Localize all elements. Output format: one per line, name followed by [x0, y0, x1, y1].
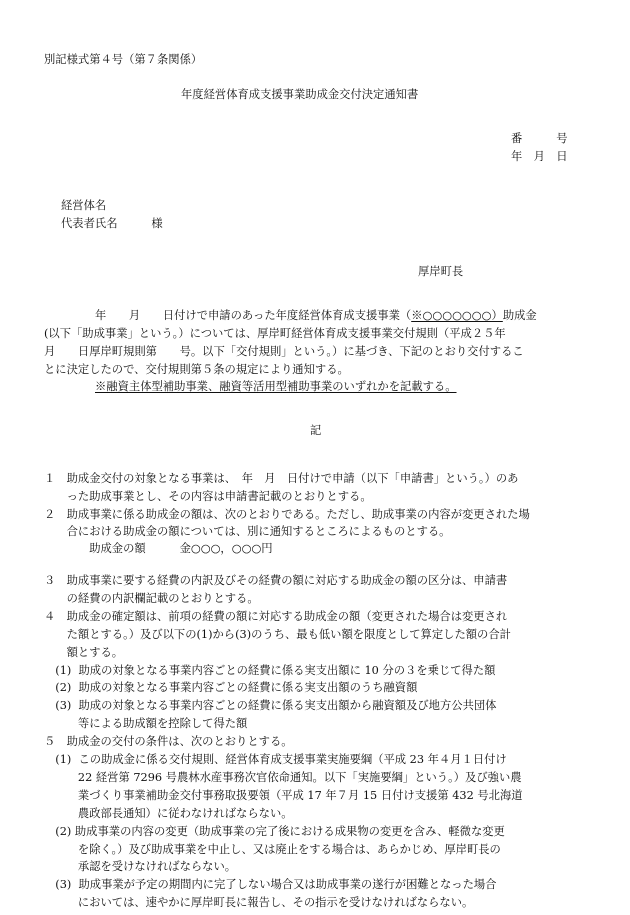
list-item: った助成事業とし、その内容は申請書記載のとおりとする。 [44, 490, 372, 503]
intro-line-3: 月 日厚岸町規則第 号。以下「交付規則」という。）に基づき、下記のとおり交付するこ [44, 345, 524, 358]
number-label: 番 号 [511, 132, 568, 145]
list-item: ２ 助成事業に係る助成金の額は、次のとおりである。ただし、助成事業の内容が変更された場 [44, 508, 530, 521]
intro-line-4: とに決定したので、交付規則第５条の規定により通知する。 [44, 363, 349, 376]
intro-line-2: (以下「助成事業」という。）については、厚岸町経営体育成支援事業交付規則（平成２５年 [44, 327, 506, 340]
ki-heading: 記 [310, 424, 322, 437]
entity-name-label: 経営体名 [61, 199, 107, 212]
list-item: (1) この助成金に係る交付規則、経営体育成支援事業実施要綱（平成 23 年４月１日付け [44, 753, 507, 766]
list-item: た額とする。）及び以下の(1)から(3)のうち、最も低い額を限度として算定した額の合計 [44, 628, 511, 641]
business-type-placeholder: ※○○○○○○○） [411, 309, 503, 322]
list-item: 承認を受けなければならない。 [44, 860, 237, 873]
list-item: ５ 助成金の交付の条件は、次のとおりとする。 [44, 735, 293, 748]
list-item: 業づくり事業補助金交付事務取扱要領（平成 17 年７月 15 日付け支援第 432 号北海道 [44, 789, 523, 802]
representative-label: 代表者氏名 様 [61, 217, 163, 230]
list-item: 22 経営第 7296 号農林水産事務次官依命通知。以下「実施要綱」という。）及び強い農 [44, 771, 522, 784]
list-item: (3) 助成の対象となる事業内容ごとの経費に係る実支出額から融資額及び地方公共団体 [44, 699, 497, 712]
list-item: 等による助成額を控除して得た額 [44, 717, 248, 730]
list-item: 額とする。 [44, 646, 124, 659]
document-title: 年度経営体育成支援事業助成金交付決定通知書 [181, 88, 419, 101]
intro-text: 助成金 [502, 309, 537, 322]
list-item: の経費の内訳欄記載のとおりとする。 [44, 592, 259, 605]
issuer: 厚岸町長 [418, 265, 464, 278]
list-item: においては、速やかに厚岸町長に報告し、その指示を受けなければならない。 [44, 896, 474, 909]
intro-line-1 [95, 308, 537, 323]
list-item: (1) 助成の対象となる事業内容ごとの経費に係る実支出額に 10 分の３を乗じて得た額 [44, 664, 496, 677]
list-item: １ 助成金交付の対象となる事業は、 年 月 日付けで申請（以下「申請書」という。）のあ [44, 472, 519, 485]
list-item: (2) 助成事業の内容の変更（助成事業の完了後における成果物の変更を含み、軽微な変更 [44, 825, 505, 838]
form-label: 別記様式第４号（第７条関係） [44, 53, 203, 66]
list-item: ３ 助成事業に要する経費の内訳及びその経費の額に対応する助成金の額の区分は、申請書 [44, 574, 508, 587]
date-label: 年 月 日 [511, 150, 568, 163]
list-item: 農政部長通知）に従わなければならない。 [44, 807, 293, 820]
list-item: を除く。）及び助成事業を中止し、又は廃止をする場合は、あらかじめ、厚岸町長の [44, 843, 501, 856]
list-item: 合における助成金の額については、別に通知するところによるものとする。 [44, 525, 451, 538]
list-item: ４ 助成金の確定額は、前項の経費の額に対応する助成金の額（変更された場合は変更され [44, 610, 508, 623]
intro-note: ※融資主体型補助事業、融資等活用型補助事業のいずれかを記載する。 [95, 380, 457, 393]
list-item: (2) 助成の対象となる事業内容ごとの経費に係る実支出額のうち融資額 [44, 681, 418, 694]
grant-amount: 助成金の額 金○○○，○○○円 [44, 542, 273, 555]
list-item: (3) 助成事業が予定の期間内に完了しない場合又は助成事業の遂行が困難となった場合 [44, 878, 497, 891]
intro-text: 年 月 日付けで申請のあった年度経営体育成支援事業（ [95, 309, 412, 322]
